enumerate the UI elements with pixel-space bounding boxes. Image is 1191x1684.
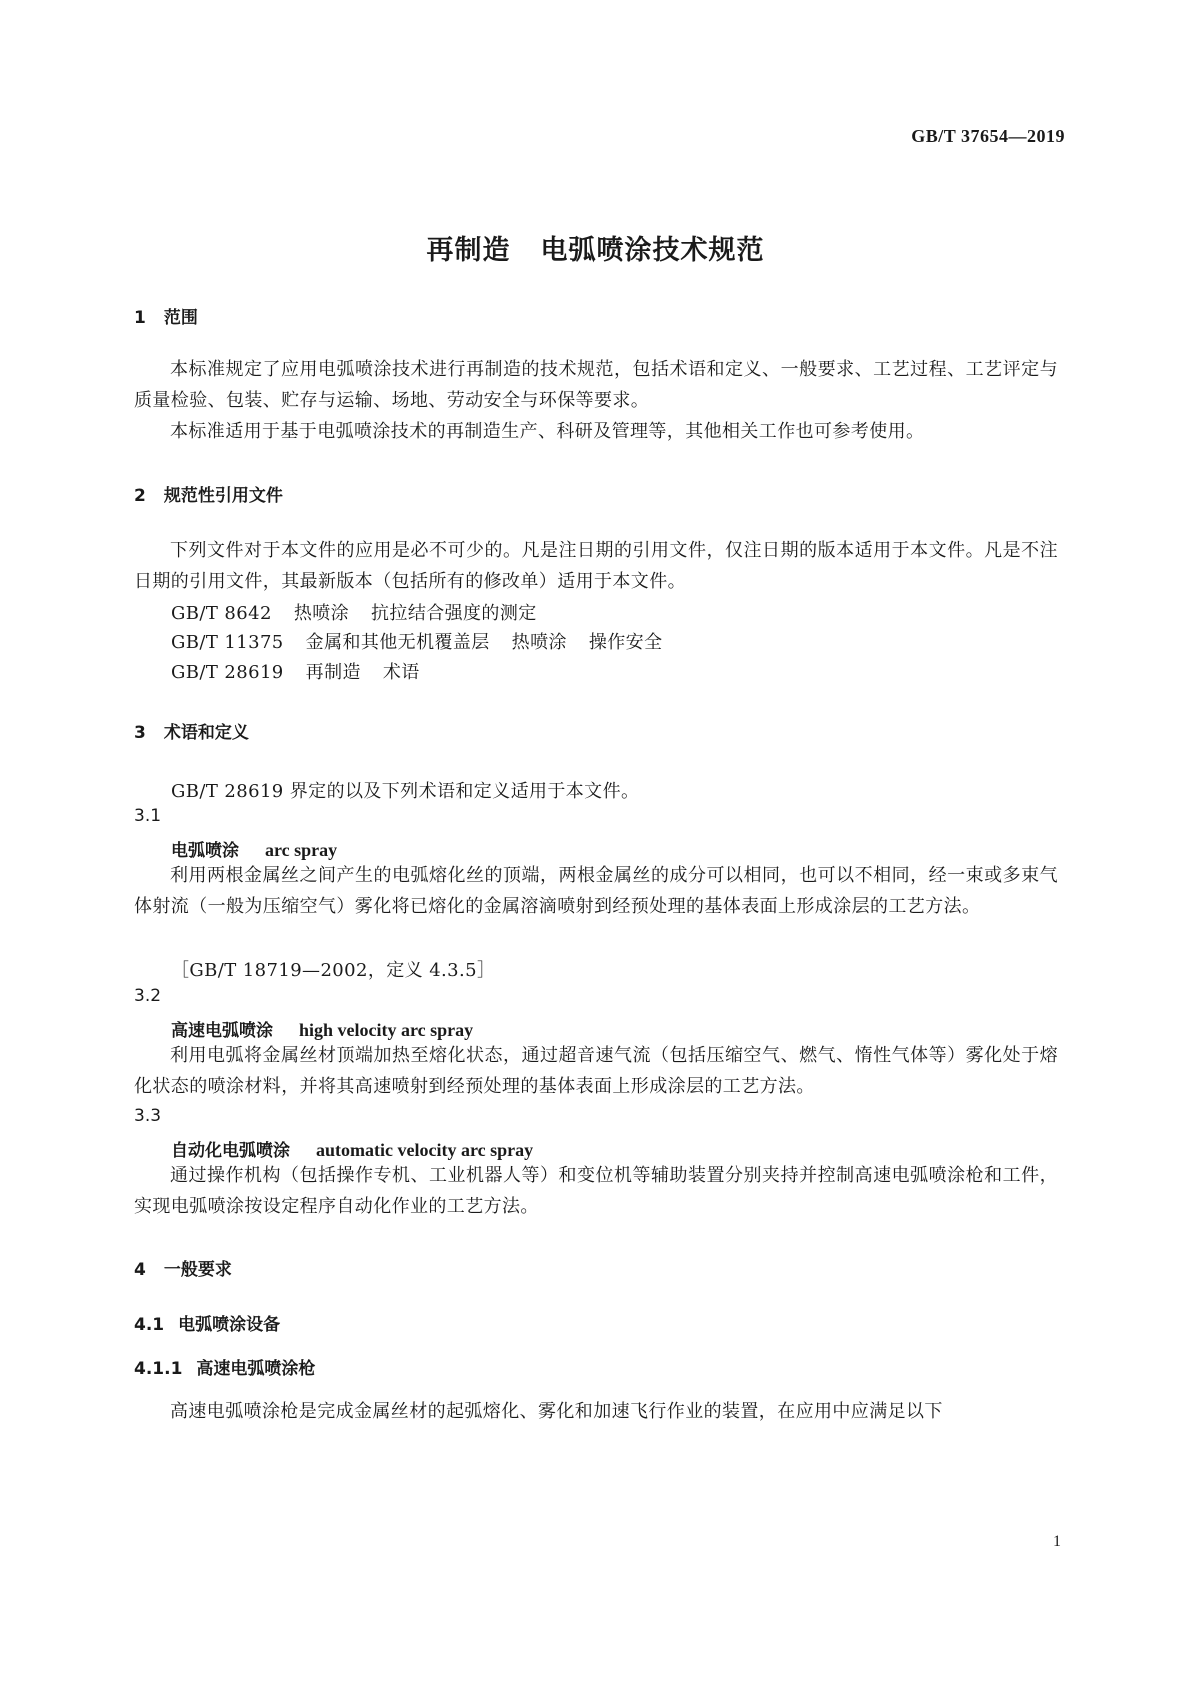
term-heading: [171, 836, 337, 861]
reference-item: [171, 628, 662, 654]
term-heading: [171, 1016, 473, 1041]
section-number: 3: [134, 723, 146, 743]
reference-code: GB/T 8642: [171, 603, 272, 624]
section-4-paragraph-1: 高速电弧喷涂枪是完成金属丝材的起弧熔化、雾化和加速飞行作业的装置，在应用中应满足以下: [170, 1401, 943, 1422]
term-definition: 利用电弧将金属丝材顶端加热至熔化状态，通过超音速气流（包括压缩空气、燃气、惰性气体等）雾化处于熔化状态的喷涂材料，并将其高速喷射到经预处理的基体表面上形成涂层的工艺方法。: [134, 1045, 1058, 1097]
section-1-paragraph-2: 本标准适用于基于电弧喷涂技术的再制造生产、科研及管理等，其他相关工作也可参考使用。: [170, 421, 925, 442]
term-number: 3.3: [134, 1106, 162, 1126]
title-part-1: 再制造: [426, 235, 511, 266]
page-number: 1: [1053, 1533, 1061, 1550]
section-number: 1: [134, 308, 146, 328]
document-title: [0, 228, 1191, 267]
section-1-paragraph-1: 本标准规定了应用电弧喷涂技术进行再制造的技术规范，包括术语和定义、一般要求、工艺过程、工艺评定与质量检验、包装、贮存与运输、场地、劳动安全与环保等要求。: [134, 359, 1058, 411]
section-3-intro: GB/T 28619 界定的以及下列术语和定义适用于本文件。: [171, 781, 640, 802]
term-number: 3.1: [134, 806, 162, 826]
reference-title-part: 金属和其他无机覆盖层: [305, 632, 490, 653]
section-title: 术语和定义: [163, 723, 249, 743]
section-1-heading: [134, 303, 198, 328]
term-definition: 利用两根金属丝之间产生的电弧熔化丝的顶端，两根金属丝的成分可以相同，也可以不相同，经一束或多束气体射流（一般为压缩空气）雾化将已熔化的金属溶滴喷射到经预处理的基体表面上形成涂层的工艺方法。: [134, 865, 1058, 917]
section-4-heading: [134, 1255, 232, 1280]
section-title: 规范性引用文件: [163, 486, 283, 506]
term-definition: 通过操作机构（包括操作专机、工业机器人等）和变位机等辅助装置分别夹持并控制高速电弧喷涂枪和工件，实现电弧喷涂按设定程序自动化作业的工艺方法。: [134, 1165, 1058, 1217]
section-title: 范围: [163, 308, 198, 328]
term-chinese: 电弧喷涂: [171, 841, 239, 861]
standard-code: GB/T 37654—2019: [911, 126, 1065, 146]
term-number: 3.2: [134, 986, 162, 1006]
section-number: 4: [134, 1260, 146, 1280]
section-2-heading: [134, 481, 283, 506]
reference-code: GB/T 11375: [171, 632, 284, 653]
section-3-heading: [134, 718, 249, 743]
section-2-paragraph-1: 下列文件对于本文件的应用是必不可少的。凡是注日期的引用文件，仅注日期的版本适用于本文件。凡是不注日期的引用文件，其最新版本（包括所有的修改单）适用于本文件。: [134, 540, 1058, 592]
term-heading: [171, 1136, 533, 1161]
term-chinese: 高速电弧喷涂: [171, 1021, 273, 1041]
reference-item: [171, 658, 420, 684]
reference-title-part: 术语: [382, 662, 420, 683]
term-english: arc spray: [265, 840, 338, 860]
subsection-4-1-heading: [134, 1310, 280, 1335]
section-title: 一般要求: [163, 1260, 232, 1280]
term-source: ［GB/T 18719—2002，定义 4.3.5］: [171, 960, 496, 981]
reference-title-part: 操作安全: [588, 632, 663, 653]
term-english: high velocity arc spray: [299, 1020, 474, 1040]
reference-title-part: 热喷涂: [511, 632, 567, 653]
reference-code: GB/T 28619: [171, 662, 284, 683]
reference-title-part: 再制造: [305, 662, 361, 683]
subsection-4-1-1-heading: [134, 1354, 315, 1379]
title-part-2: 电弧喷涂技术规范: [540, 235, 765, 266]
section-title: 电弧喷涂设备: [178, 1315, 281, 1335]
section-number: 4.1.1: [134, 1359, 183, 1379]
section-title: 高速电弧喷涂枪: [196, 1359, 316, 1379]
reference-title-part: 抗拉结合强度的测定: [371, 603, 537, 624]
section-number: 4.1: [134, 1315, 165, 1335]
reference-item: [171, 599, 537, 625]
term-english: automatic velocity arc spray: [316, 1140, 534, 1160]
reference-title-part: 热喷涂: [293, 603, 350, 624]
term-chinese: 自动化电弧喷涂: [171, 1141, 290, 1161]
section-number: 2: [134, 486, 146, 506]
